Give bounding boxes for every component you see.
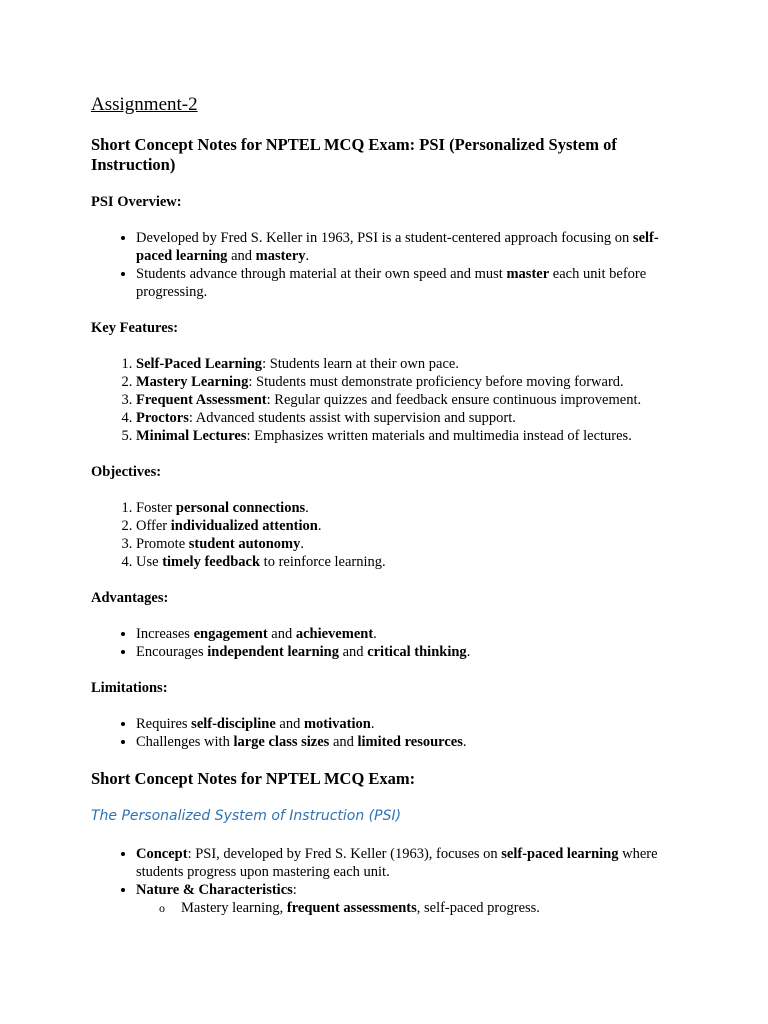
list-item: • Encourages independent learning and critical thinking. [136,643,691,661]
objectives-list [91,499,691,571]
section-label-features: Key Features: [91,320,179,336]
list-item: • Developed by Fred S. Keller in 1963, PSI is a student-centered approach focusing on self-paced learning and mastery. [136,229,691,265]
features-list [91,355,691,445]
list-item: • Concept: PSI, developed by Fred S. Keller (1963), focuses on self-paced learning where students progress upon mastering each unit. [136,845,691,881]
secondary-heading: Short Concept Notes for NPTEL MCQ Exam: [91,769,416,788]
section-label-limitations: Limitations: [91,680,168,696]
main-heading: Short Concept Notes for NPTEL MCQ Exam: PSI (Personalized System of Instruction) [91,135,617,174]
list-item: 5. Minimal Lectures: Emphasizes written materials and multimedia instead of lectures. [136,427,691,445]
circle-bullet-icon: o [159,901,165,915]
list-item: 4. Use timely feedback to reinforce learning. [136,553,691,571]
nested-list [136,899,691,917]
subheading: The Personalized System of Instruction (PSI) [91,808,402,824]
page-title: Assignment-2 [91,94,198,115]
list-item: • Increases engagement and achievement. [136,625,691,643]
advantages-list [91,625,691,661]
list-item: 2. Mastery Learning: Students must demonstrate proficiency before moving forward. [136,373,691,391]
concept-list [91,845,691,917]
list-item: • Requires self-discipline and motivation. [136,715,691,733]
section-label-advantages: Advantages: [91,590,169,606]
list-item: • Students advance through material at their own speed and must master each unit before progressing. [136,265,691,301]
section-label-objectives: Objectives: [91,464,162,480]
list-item: 4. Proctors: Advanced students assist with supervision and support. [136,409,691,427]
list-item: 3. Frequent Assessment: Regular quizzes and feedback ensure continuous improvement. [136,391,691,409]
section-label-overview: PSI Overview: [91,194,182,210]
list-item: 2. Offer individualized attention. [136,517,691,535]
list-item: 1. Foster personal connections. [136,499,691,517]
overview-list [91,229,691,301]
limitations-list [91,715,691,751]
list-item: 1. Self-Paced Learning: Students learn at their own pace. [136,355,691,373]
list-item: • Nature & Characteristics: o Mastery learning, frequent assessments, self-paced progress. [136,881,691,917]
document-page [91,93,691,935]
list-item: • Challenges with large class sizes and limited resources. [136,733,691,751]
list-item: o Mastery learning, frequent assessments, self-paced progress. [159,900,540,916]
list-item: 3. Promote student autonomy. [136,535,691,553]
